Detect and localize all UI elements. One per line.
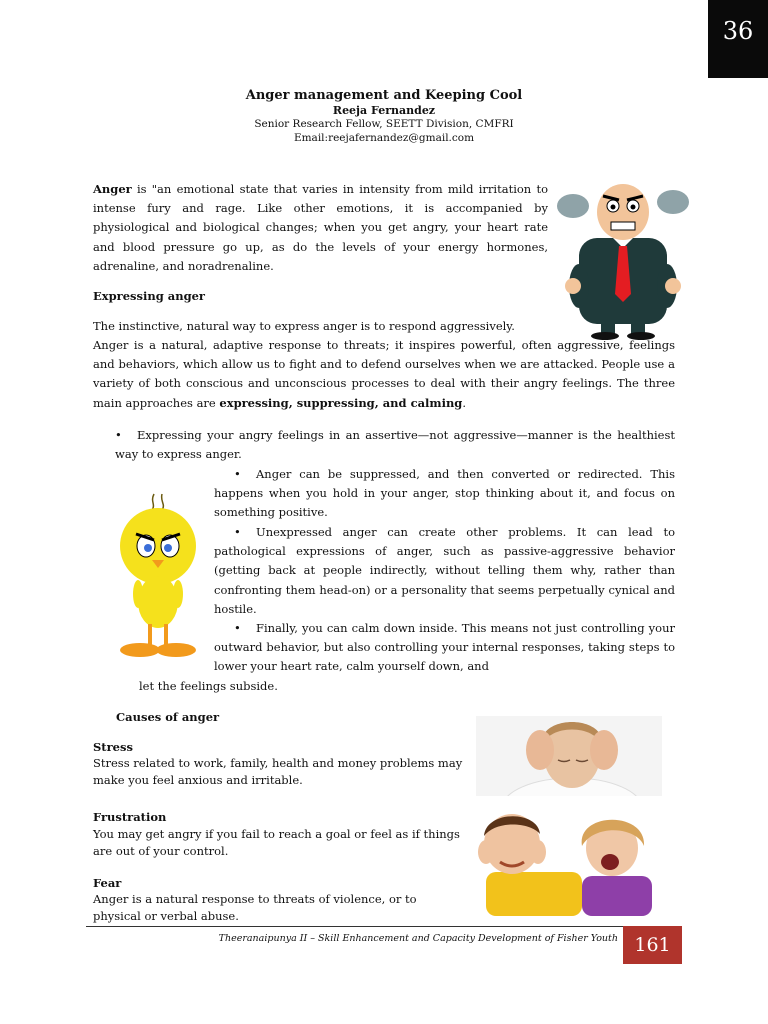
bullet-1 (115, 426, 675, 464)
bullet-3-text: Unexpressed anger can create other problems. It can lead to pathological expressions of anger, such as passive-aggressive behavior (getting back at people indirectly, without telling them why, rather than confronting them head-on) or a personality that seems perpetually cynical and hostile. (214, 525, 675, 616)
author-email: Email:reejafernandez@gmail.com (293, 132, 475, 144)
bullet-marker: • (115, 428, 122, 442)
bullet-1-text: Expressing your angry feelings in an assertive—not aggressive—manner is the healthiest way to express anger. (115, 428, 675, 462)
intro-term: Anger (93, 182, 132, 196)
author-name: Reeja Fernandez (332, 104, 436, 117)
expressing-first-line: The instinctive, natural way to express anger is to respond aggressively. (93, 319, 515, 333)
frustration-heading: Frustration (93, 810, 167, 824)
bullet-2-text: Anger can be suppressed, and then converted or redirected. This happens when you hold in your anger, stop thinking about it, and focus on something positive. (214, 467, 675, 520)
three-approaches: expressing, suppressing, and calming (219, 395, 463, 410)
expressing-end: . (462, 395, 467, 410)
bullet-4-last-line: let the feelings subside. (139, 679, 278, 693)
page-number: 161 (623, 926, 682, 964)
author-affiliation: Senior Research Fellow, SEETT Division, CMFRI (254, 118, 514, 130)
bullet-marker: • (234, 621, 241, 635)
bullet-2 (214, 465, 675, 523)
shouting-children-photo (476, 806, 662, 916)
footer-divider (86, 926, 624, 927)
footer-text: Theeranaipunya II – Skill Enhancement and Capacity Development of Fisher Youth (218, 933, 618, 944)
expressing-heading: Expressing anger (93, 289, 205, 303)
stress-text: Stress related to work, family, health and money problems may make you feel anxious and irritable. (93, 756, 463, 787)
bullet-marker: • (234, 525, 241, 539)
bullet-3 (214, 523, 675, 619)
stressed-person-photo (476, 716, 662, 796)
angry-man-illustration (555, 176, 691, 340)
bullet-marker: • (234, 467, 241, 481)
bullet-4 (214, 619, 675, 677)
article-header (93, 88, 675, 145)
stress-heading: Stress (93, 740, 133, 754)
bullet-4-text: Finally, you can calm down inside. This means not just controlling your outward behavior, but also controlling your internal responses, taking steps to lower your heart rate, calm yourself down, and (214, 621, 675, 674)
frustration-text: You may get angry if you fail to reach a goal or feel as if things are out of your control. (93, 827, 460, 858)
fear-heading: Fear (93, 876, 122, 890)
chapter-number-tab: 36 (708, 0, 768, 78)
intro-text: is "an emotional state that varies in intensity from mild irritation to intense fury and rage. Like other emotions, it is accompanied by physiological and biological changes; when you get angry, your heart rate and blood pressure go up, as do the levels of your energy hormones, adrenaline, and noradrenaline. (93, 182, 548, 273)
intro-paragraph (93, 180, 548, 276)
expressing-text: Anger is a natural, adaptive response to threats; it inspires powerful, often aggressive, feelings and behaviors, which allow us to fight and to defend ourselves when we are attacked. People use a variety of both conscious and unconscious processes to deal with their angry feelings. The three main approaches are (93, 338, 675, 410)
expressing-paragraph (93, 336, 675, 413)
fear-text: Anger is a natural response to threats of violence, or to physical or verbal abuse. (93, 892, 417, 923)
angry-bird-cartoon-illustration (110, 490, 206, 662)
article-title: Anger management and Keeping Cool (245, 88, 523, 103)
causes-heading: Causes of anger (116, 710, 220, 724)
